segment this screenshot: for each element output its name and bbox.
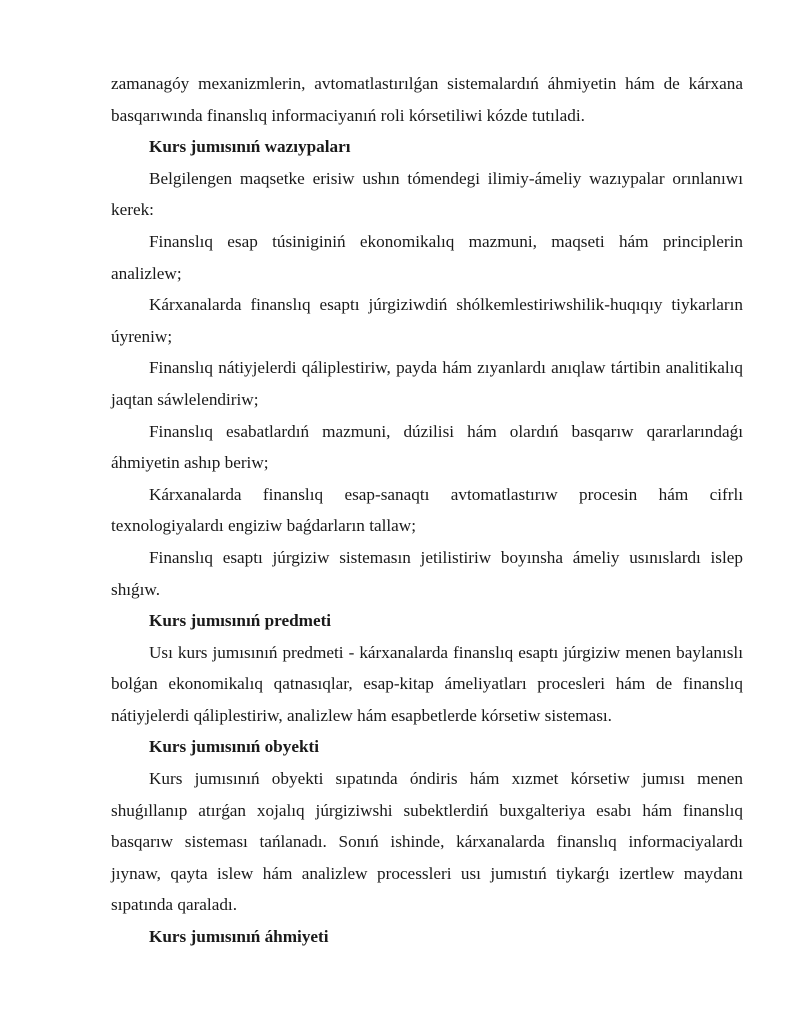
paragraph: Finanslıq nátiyjelerdi qáliplestiriw, payda hám zıyanlardı anıqlaw tártibin analitikalıq jaqtan sáwlelendiriw; [111, 358, 743, 409]
paragraph: Kárxanalarda finanslıq esaptı júrgiziwdiń shólkemlestiriwshilik-huqıqıy tiykarların úyreniw; [111, 295, 743, 346]
paragraph: Finanslıq esap túsiniginiń ekonomikalıq mazmuni, maqseti hám principlerin analizlew; [111, 231, 743, 283]
paragraph-continuation: zamanagóy mexanizmlerin, avtomatlastırılǵan sistemalardıń áhmiyetin hám de kárxana basqarıwında finanslıq informaciyanıń roli kórsetiliwi kózde tutıladi. [111, 74, 743, 125]
document-page [111, 68, 743, 953]
paragraph: Belgilengen maqsetke erisiw ushın tómendegi ilimiy-ámeliy wazıypalar orınlanıwı kerek: [111, 168, 743, 220]
section-heading-subject: Kurs jumısınıń predmeti [149, 611, 332, 631]
paragraph: Finanslıq esabatlardıń mazmuni, dúzilisi hám olardıń basqarıw qararlarındaǵı áhmiyetin ashıp beriw; [111, 421, 743, 473]
section-heading-object: Kurs jumısınıń obyekti [149, 737, 320, 757]
paragraph: Kárxanalarda finanslıq esap-sanaqtı avtomatlastırıw procesin hám cifrlı texnologiyalardı engiziw baǵdarların tallaw; [111, 484, 743, 536]
section-heading-importance: Kurs jumısınıń áhmiyeti [149, 927, 329, 947]
paragraph: Kurs jumısınıń obyekti sıpatında óndiris hám xızmet kórsetiw jumısı menen shuǵıllanıp atırǵan xojalıq júrgiziwshi subektlerdiń buxgalteriya esabı hám finanslıq basqarıw sisteması tańlanadı. Sonıń ishinde, kárxanalarda finanslıq informaciyalardı jıynaw, qayta islew hám analizlew processleri usı jumıstıń tiykarǵı izertlew maydanı sıpatında qaraladı. [111, 769, 743, 915]
paragraph: Finanslıq esaptı júrgiziw sistemasın jetilistiriw boyınsha ámeliy usınıslardı islep shıǵıw. [111, 547, 743, 599]
section-heading-tasks: Kurs jumısınıń wazıypaları [149, 137, 351, 157]
paragraph: Usı kurs jumısınıń predmeti - kárxanalarda finanslıq esaptı júrgiziw menen baylanıslı bolǵan ekonomikalıq qatnasıqlar, esap-kitap ámeliyatları procesleri hám de finanslıq nátiyjelerdi qáliplestiriw, analizlew hám esapbetlerde kórsetiw sisteması. [111, 642, 743, 725]
